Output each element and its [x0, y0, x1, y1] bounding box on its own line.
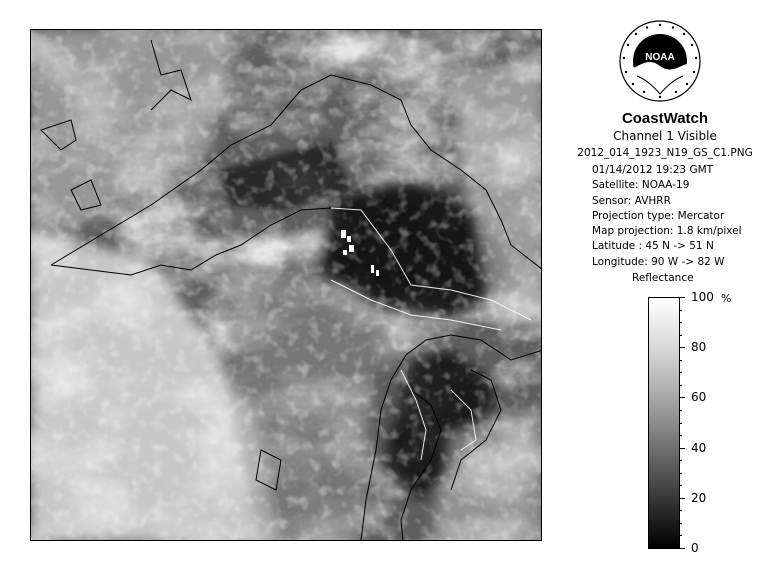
- colorbar-tick-label: 0: [691, 541, 699, 555]
- colorbar-minor-tick: [679, 410, 682, 411]
- satellite-info: Satellite: NOAA-19: [592, 179, 690, 192]
- satellite-image: [30, 29, 542, 541]
- colorbar-tick-label: 40: [691, 440, 707, 455]
- noaa-logo: [619, 20, 701, 102]
- colorbar-minor-tick: [679, 322, 682, 323]
- logo-text: NOAA: [645, 52, 675, 63]
- colorbar-minor-tick: [679, 473, 682, 474]
- colorbar-minor-tick: [679, 397, 682, 398]
- colorbar-minor-tick: [679, 523, 682, 524]
- colorbar-minor-tick: [679, 347, 682, 348]
- colorbar-minor-tick: [679, 372, 682, 373]
- colorbar-minor-tick: [679, 335, 682, 336]
- colorbar-minor-tick: [679, 510, 682, 511]
- colorbar-tick-label: 80: [691, 340, 707, 355]
- colorbar-tick-label: 20: [691, 490, 707, 505]
- colorbar-minor-tick: [679, 385, 682, 386]
- satellite-image-svg: [31, 30, 542, 541]
- image-filename: 2012_014_1923_N19_GS_C1.PNG: [577, 147, 753, 159]
- colorbar-minor-tick: [679, 310, 682, 311]
- projection-type: Projection type: Mercator: [592, 209, 725, 222]
- colorbar-minor-tick: [679, 535, 682, 536]
- colorbar-minor-tick: [679, 548, 682, 549]
- reflectance-colorbar: [648, 297, 680, 549]
- map-projection: Map projection: 1.8 km/pixel: [592, 225, 742, 238]
- colorbar-tick-label: 60: [691, 390, 707, 405]
- sensor-info: Sensor: AVHRR: [592, 194, 671, 207]
- colorbar-minor-tick: [679, 448, 682, 449]
- colorbar-minor-tick: [679, 485, 682, 486]
- metadata-block: [592, 163, 742, 270]
- colorbar-minor-tick: [679, 297, 682, 298]
- page-title: CoastWatch: [621, 110, 709, 127]
- date-time: 01/14/2012 19:23 GMT: [592, 164, 714, 176]
- colorbar-minor-tick: [679, 423, 682, 424]
- colorbar-unit: %: [721, 292, 732, 305]
- longitude-range: Longitude: 90 W -> 82 W: [592, 255, 725, 268]
- colorbar-minor-tick: [679, 360, 682, 361]
- latitude-range: Latitude : 45 N -> 51 N: [592, 240, 714, 253]
- colorbar-minor-tick: [679, 498, 682, 499]
- colorbar-tick-label: 100: [691, 290, 714, 304]
- colorbar-minor-tick: [679, 460, 682, 461]
- colorbar-title: Reflectance: [632, 272, 694, 284]
- colorbar-minor-tick: [679, 435, 682, 436]
- channel-subtitle: Channel 1 Visible: [613, 129, 717, 143]
